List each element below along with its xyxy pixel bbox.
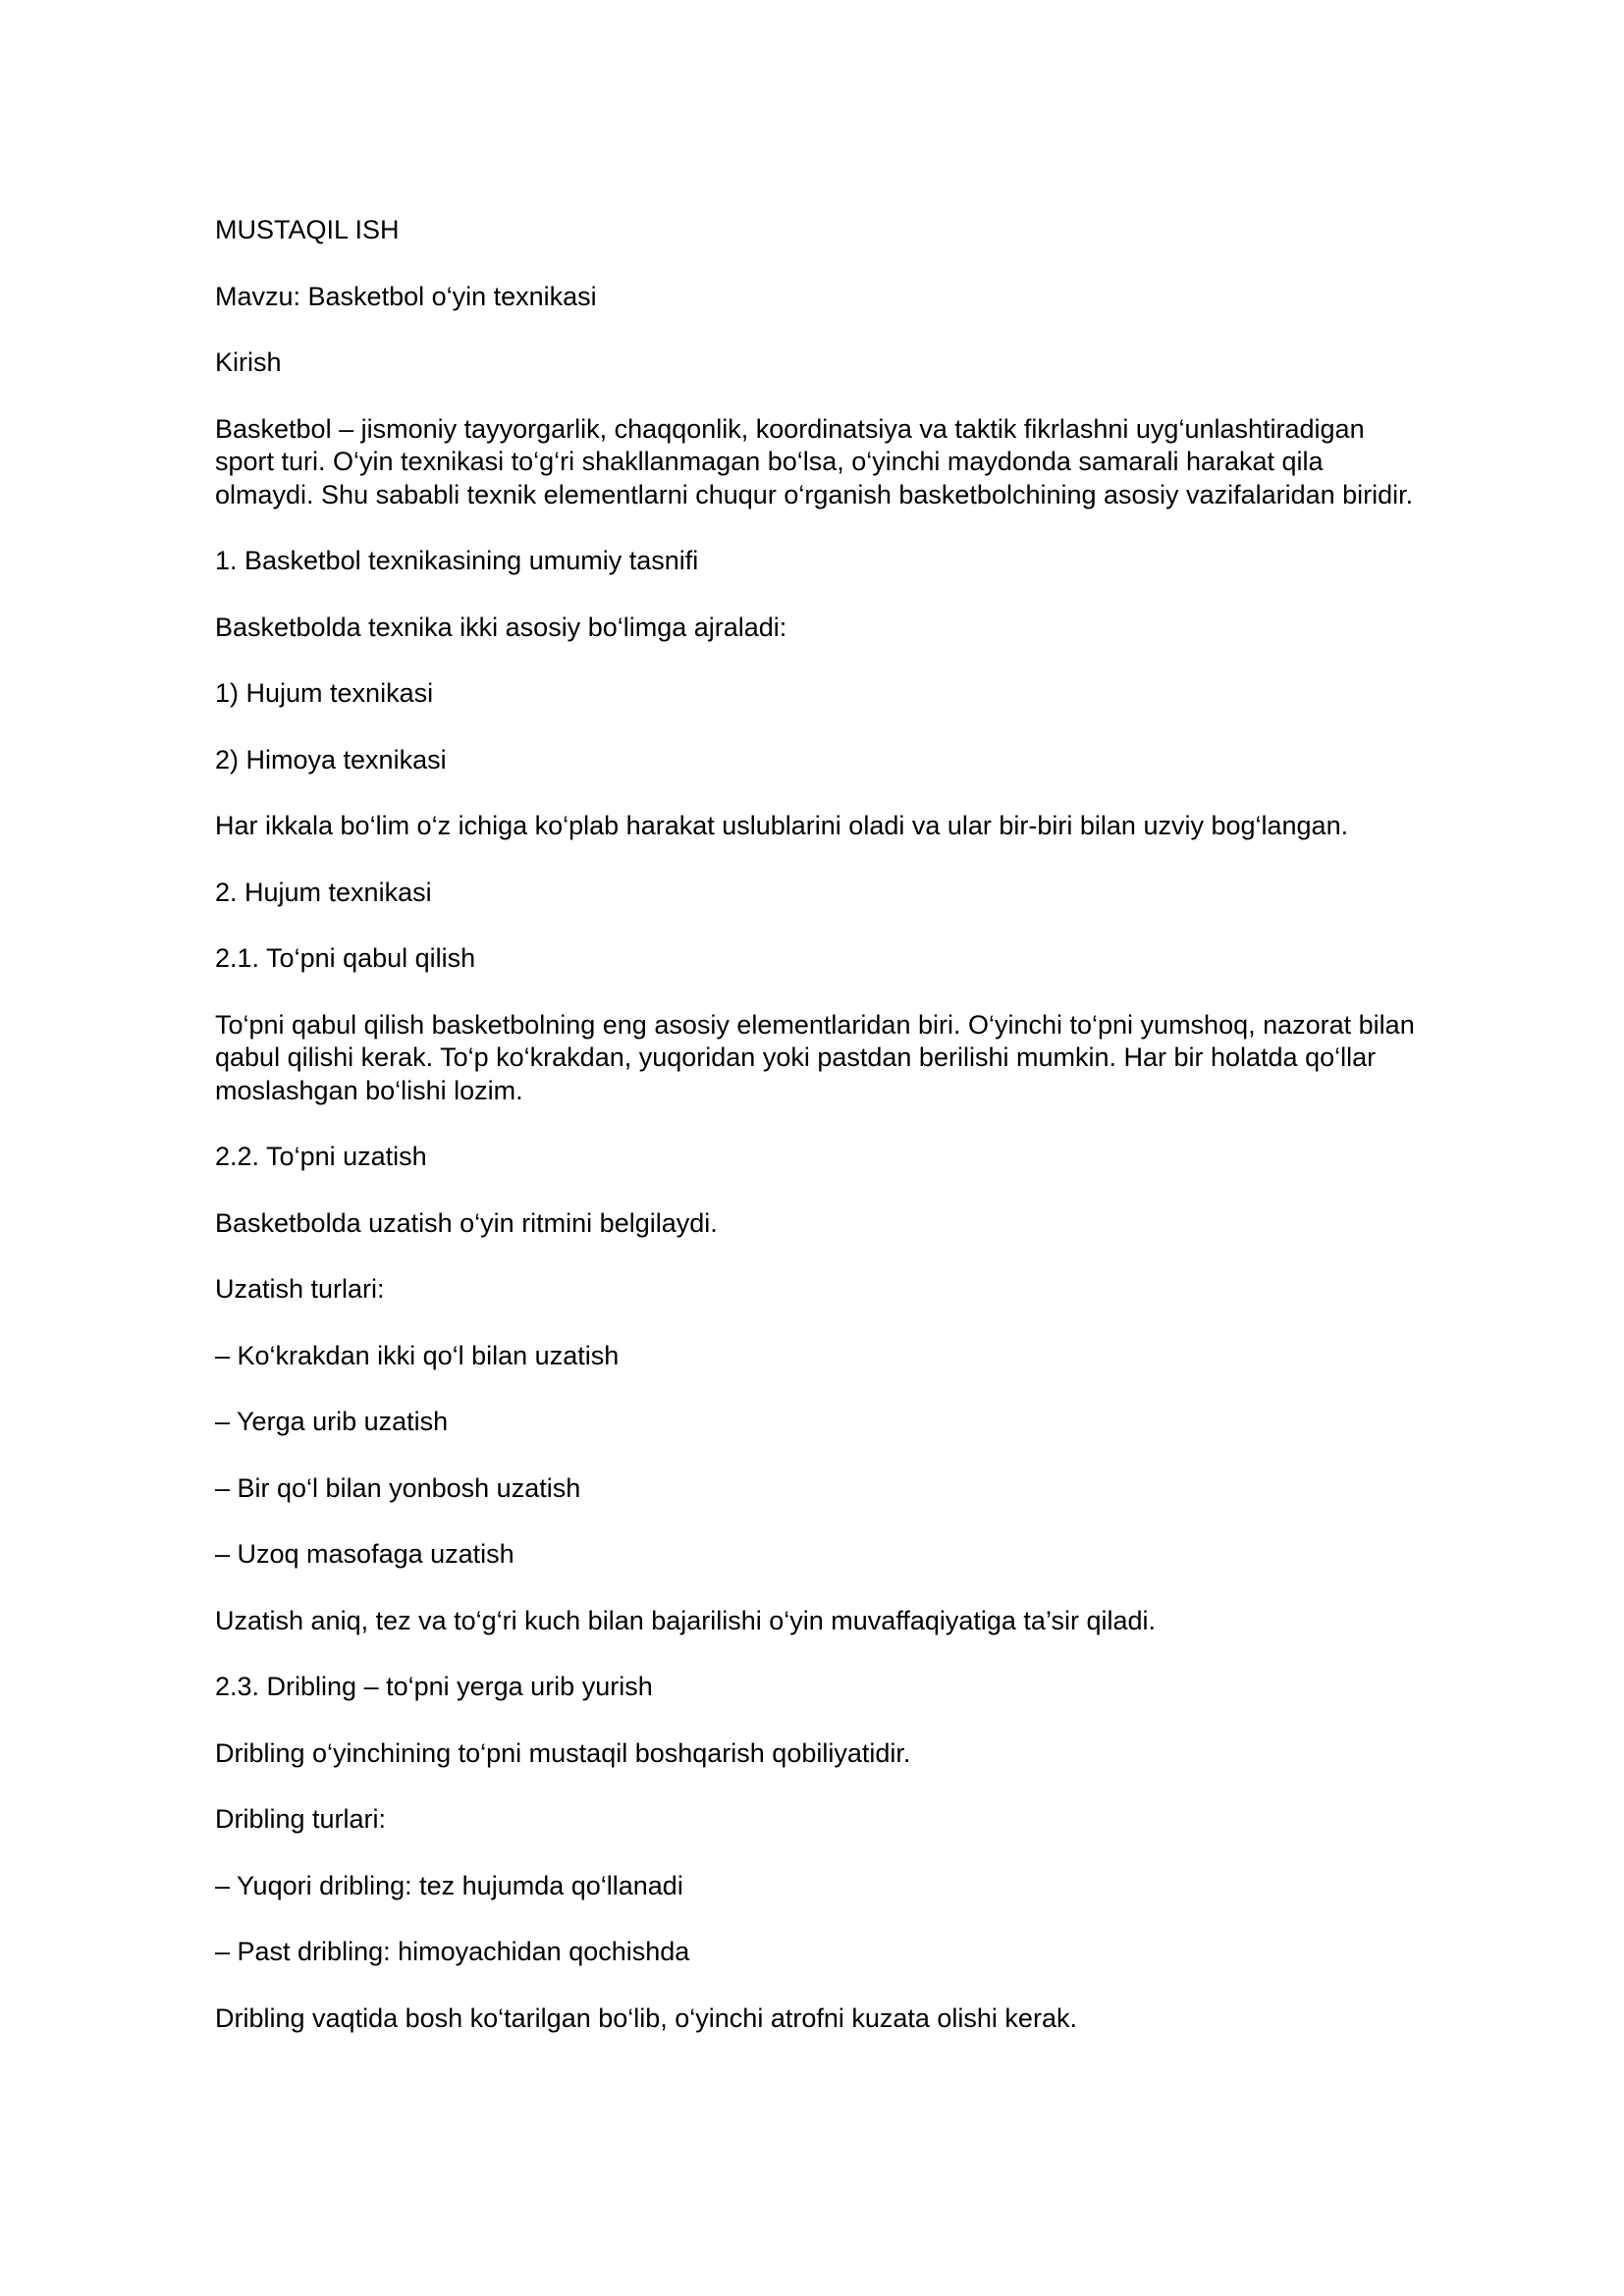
- pass-types-heading: Uzatish turlari:: [215, 1274, 385, 1304]
- section-1-heading: 1. Basketbol texnikasining umumiy tasnifi: [215, 546, 699, 575]
- dribble-type-item: – Yuqori dribling: tez hujumda qo‘llanadi: [215, 1870, 683, 1900]
- intro-heading: Kirish: [215, 347, 282, 377]
- pass-type-item: – Yerga urib uzatish: [215, 1407, 449, 1436]
- section-2-2-paragraph: Basketbolda uzatish o‘yin ritmini belgilaydi.: [215, 1207, 718, 1238]
- section-1-conclusion: Har ikkala bo‘lim o‘z ichiga ko‘plab harakat uslublarini oladi va ular bir-biri bilan uzviy bog‘langan.: [215, 811, 1349, 840]
- section-2-1-paragraph: To‘pni qabul qilish basketbolning eng asosiy elementlaridan biri. O‘yinchi to‘pni yumshoq, nazorat bilan qabul qilishi kerak. To‘p ko‘krakdan, yuqoridan yoki pastdan berilishi mumkin. Har bir holatda qo‘llar moslashgan bo‘lishi lozim.: [215, 1009, 1415, 1105]
- dribble-conclusion: Dribling vaqtida bosh ko‘tarilgan bo‘lib, o‘yinchi atrofni kuzata olishi kerak.: [215, 2002, 1077, 2033]
- topic-line: Mavzu: Basketbol o‘yin texnikasi: [215, 281, 597, 311]
- pass-conclusion: Uzatish aniq, tez va to‘g‘ri kuch bilan bajarilishi o‘yin muvaffaqiyatiga ta’sir qiladi.: [215, 1605, 1156, 1635]
- section-2-heading: 2. Hujum texnikasi: [215, 877, 432, 907]
- section-1-paragraph: Basketbolda texnika ikki asosiy bo‘limga ajraladi:: [215, 612, 787, 642]
- section-1-list-item: 2) Himoya texnikasi: [215, 744, 447, 774]
- section-2-3-heading: 2.3. Dribling – to‘pni yerga urib yurish: [215, 1672, 653, 1701]
- dribble-types-heading: Dribling turlari:: [215, 1804, 387, 1834]
- document-body: [215, 214, 1418, 2068]
- section-2-2-heading: 2.2. To‘pni uzatish: [215, 1142, 427, 1171]
- section-2-1-heading: 2.1. To‘pni qabul qilish: [215, 943, 476, 973]
- dribble-type-item: – Past dribling: himoyachidan qochishda: [215, 1937, 690, 1966]
- pass-type-item: – Bir qo‘l bilan yonbosh uzatish: [215, 1472, 581, 1503]
- pass-type-item: – Uzoq masofaga uzatish: [215, 1539, 514, 1569]
- section-2-3-paragraph: Dribling o‘yinchining to‘pni mustaqil boshqarish qobiliyatidir.: [215, 1737, 911, 1768]
- document-title: MUSTAQIL ISH: [215, 215, 400, 244]
- section-1-list-item: 1) Hujum texnikasi: [215, 678, 434, 708]
- pass-type-item: – Ko‘krakdan ikki qo‘l bilan uzatish: [215, 1340, 620, 1370]
- intro-paragraph: Basketbol – jismoniy tayyorgarlik, chaqqonlik, koordinatsiya va taktik fikrlashni uyg‘unlashtiradigan sport turi. O‘yin texnikasi to‘g‘ri shakllanmagan bo‘lsa, o‘yinchi maydonda samarali harakat qila olmaydi. Shu sababli texnik elementlarni chuqur o‘rganish basketbolchining asosiy vazifalaridan biridir.: [215, 413, 1414, 509]
